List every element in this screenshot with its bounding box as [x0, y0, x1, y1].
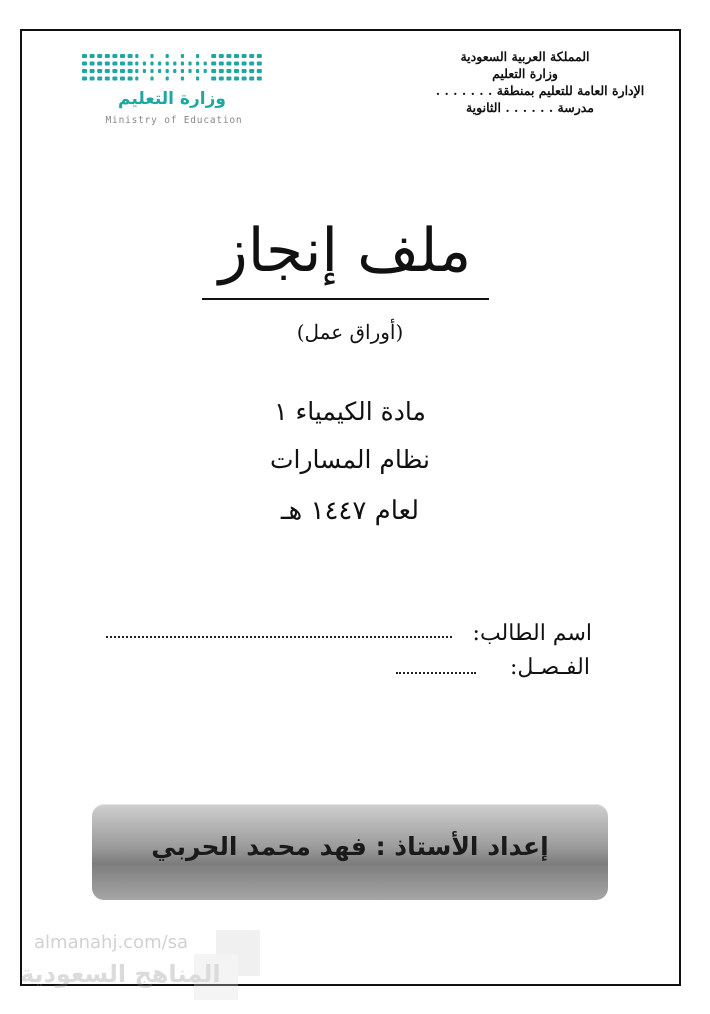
logo-dot [211, 77, 216, 81]
header-school: مدرسة . . . . . . الثانوية [465, 100, 595, 115]
logo-dot [234, 69, 239, 73]
logo-dot [90, 62, 95, 66]
page-subtitle: (أوراق عمل) [296, 320, 404, 344]
logo-dot [112, 62, 117, 66]
class-label: الفـصـل: [510, 655, 590, 680]
logo-dot [97, 77, 102, 81]
logo-dot [128, 54, 133, 58]
logo-dot [234, 62, 239, 66]
logo-dot [105, 54, 110, 58]
student-name-field[interactable] [106, 636, 452, 638]
logo-dot [135, 69, 138, 73]
logo-dot [105, 62, 110, 66]
logo-dot [181, 62, 184, 66]
logo-dot [181, 77, 184, 81]
logo-dot [82, 69, 87, 73]
logo-dot [219, 54, 224, 58]
logo-dot [166, 77, 169, 81]
logo-dot [90, 54, 95, 58]
logo-dot [242, 62, 247, 66]
logo-dot [90, 77, 95, 81]
subject-line: مادة الكيمياء ١ [274, 397, 426, 426]
logo-dot [204, 62, 207, 66]
ministry-of-education-dots-icon [78, 51, 270, 85]
logo-dot [204, 69, 207, 73]
ministry-header [395, 48, 655, 116]
logo-dot [97, 62, 102, 66]
logo-dot [226, 69, 231, 73]
logo-dot [249, 69, 254, 73]
logo-dot [196, 62, 199, 66]
logo-dot [249, 54, 254, 58]
logo-dot [112, 54, 117, 58]
logo-dot [90, 69, 95, 73]
author-banner [92, 804, 608, 900]
logo-dot [211, 54, 216, 58]
logo-dot [105, 77, 110, 81]
header-directorate: الإدارة العامة للتعليم بمنطقة . . . . . . . [435, 83, 645, 98]
logo-dot [188, 62, 191, 66]
ministry-logo [78, 51, 270, 131]
class-field[interactable] [396, 672, 476, 674]
logo-dot [166, 62, 169, 66]
logo-dot [196, 77, 199, 81]
logo-dot [257, 62, 262, 66]
page-title: ملف إنجاز [218, 216, 472, 286]
logo-dot [135, 77, 138, 81]
logo-dot [166, 69, 169, 73]
logo-dot [173, 62, 176, 66]
logo-dot [257, 69, 262, 73]
logo-dot [242, 69, 247, 73]
logo-dot [143, 62, 146, 66]
logo-dot [135, 62, 138, 66]
logo-dot [226, 77, 231, 81]
logo-dot [120, 54, 125, 58]
year-line: لعام ١٤٤٧ هـ [280, 496, 420, 526]
logo-dot [257, 54, 262, 58]
logo-dot [181, 69, 184, 73]
logo-dot [97, 69, 102, 73]
logo-dot [128, 69, 133, 73]
logo-dot [242, 77, 247, 81]
logo-dot [234, 54, 239, 58]
logo-dot [82, 62, 87, 66]
logo-dot [150, 69, 153, 73]
logo-dot [242, 54, 247, 58]
logo-dot [158, 69, 161, 73]
logo-dot [150, 62, 153, 66]
logo-dot [120, 69, 125, 73]
logo-dot [112, 77, 117, 81]
logo-dot [219, 77, 224, 81]
logo-dot [82, 54, 87, 58]
logo-dot [166, 54, 169, 58]
logo-dot [158, 62, 161, 66]
logo-dot [120, 77, 125, 81]
logo-arabic-text: وزارة التعليم [118, 89, 226, 109]
logo-dot [105, 69, 110, 73]
watermark-arabic: المناهج السعودية [20, 960, 221, 988]
logo-dot [181, 54, 184, 58]
logo-english-text: Ministry of Education [105, 115, 243, 126]
system-line: نظام المسارات [270, 445, 430, 474]
author-banner-text: إعداد الأستاذ : فهد محمد الحربي [151, 832, 549, 861]
header-country: المملكة العربية السعودية [460, 49, 590, 64]
logo-dot [173, 69, 176, 73]
logo-dot [234, 77, 239, 81]
logo-dot [249, 77, 254, 81]
logo-dot [128, 62, 133, 66]
logo-dot [128, 77, 133, 81]
watermark-url: almanahj.com/sa [34, 932, 189, 953]
logo-dot [211, 69, 216, 73]
logo-dot [135, 54, 138, 58]
title-underline [202, 298, 489, 300]
site-watermark [20, 930, 274, 1000]
logo-dot [249, 62, 254, 66]
logo-dot [219, 62, 224, 66]
logo-dot [150, 77, 153, 81]
logo-dot [112, 69, 117, 73]
student-name-label: اسم الطالب: [472, 621, 592, 646]
logo-dot [219, 69, 224, 73]
logo-dot [257, 77, 262, 81]
logo-dot [143, 69, 146, 73]
logo-dot [196, 69, 199, 73]
logo-dot [82, 77, 87, 81]
logo-dot [226, 54, 231, 58]
logo-dot [150, 54, 153, 58]
logo-dot [226, 62, 231, 66]
logo-dot [196, 54, 199, 58]
logo-dot [97, 54, 102, 58]
logo-dot [120, 62, 125, 66]
logo-dot [211, 62, 216, 66]
logo-dot [188, 69, 191, 73]
header-ministry: وزارة التعليم [492, 66, 558, 81]
